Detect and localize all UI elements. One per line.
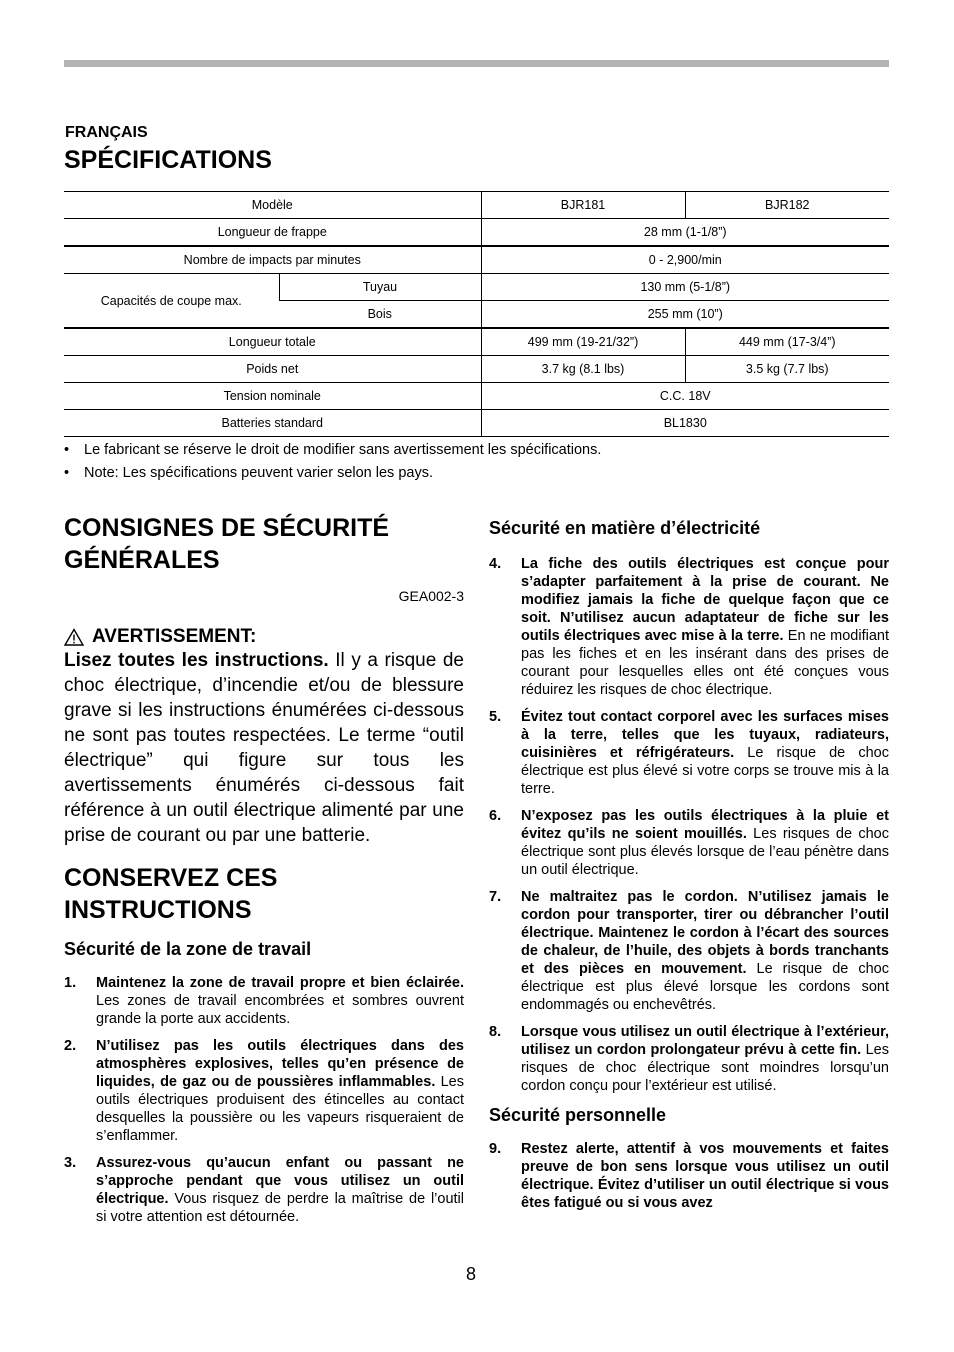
item-text: Vous risquez de perdre la maîtrise de l’outil si votre attention est détournée.	[96, 1191, 464, 1225]
item-text: Les outils électriques produisent des étincelles au contact desquelles la poussière ou les vapeurs risqueraient de s’enflammer.	[96, 1074, 464, 1144]
title-line: GÉNÉRALES	[64, 546, 220, 574]
item-bold: Maintenez la zone de travail propre et bien éclairée.	[96, 975, 464, 991]
battery-value: BL1830	[481, 410, 889, 437]
stroke-label: Longueur de frappe	[64, 219, 481, 247]
length-value: 449 mm (17-3/4”)	[685, 328, 889, 356]
title-line: INSTRUCTIONS	[64, 896, 252, 924]
voltage-label: Tension nominale	[64, 383, 481, 410]
warning-label: AVERTISSEMENT:	[92, 626, 257, 647]
item-bold: N’exposez pas les outils électriques à la pluie et évitez qu’ils ne soient mouillés.	[521, 808, 889, 842]
list-item	[489, 888, 889, 1014]
voltage-value: C.C. 18V	[481, 383, 889, 410]
list-item	[489, 807, 889, 879]
item-bold: La fiche des outils électriques est conçue pour s’adapter parfaitement à la prise de courant. Ne modifiez jamais la fiche de quelque façon que ce soit. N’utilisez aucun adaptateur de fiche sur les outils électriques avec mise à la terre.	[521, 556, 889, 644]
work-area-list	[64, 974, 464, 1226]
table-row	[64, 246, 889, 274]
item-bold: Assurez-vous qu’aucun enfant ou passant ne s’approche pendant que vous utilisez un outil électrique.	[96, 1155, 464, 1207]
model-cell: BJR181	[481, 192, 685, 219]
item-number: 2.	[64, 1038, 77, 1054]
list-item	[489, 1023, 889, 1095]
title-line: CONSERVEZ CES	[64, 864, 278, 892]
item-text: Le risque de choc électrique est plus élevé si votre corps se trouve mis à la terre.	[521, 745, 889, 797]
table-row	[64, 192, 889, 219]
list-item	[489, 1140, 889, 1212]
weight-value: 3.5 kg (7.7 lbs)	[685, 356, 889, 383]
warning-heading	[64, 626, 464, 648]
list-item	[489, 555, 889, 699]
item-bold: Restez alerte, attentif à vos mouvements et faites preuve de bon sens lorsque vous utilisez un outil électrique. Évitez d’utiliser un outil électrique si vous êtes fatigué ou si vous avez	[521, 1141, 889, 1211]
table-row	[64, 383, 889, 410]
item-number: 1.	[64, 975, 77, 991]
weight-label: Poids net	[64, 356, 481, 383]
warning-text	[64, 648, 464, 848]
table-row	[64, 328, 889, 356]
wood-value: 255 mm (10”)	[481, 301, 889, 329]
model-cell: BJR182	[685, 192, 889, 219]
pipe-value: 130 mm (5-1/8”)	[481, 274, 889, 301]
list-item	[64, 1154, 464, 1226]
left-column	[64, 512, 464, 1235]
doc-code: GEA002-3	[398, 588, 464, 604]
personal-safety-title: Sécurité personnelle	[489, 1105, 667, 1125]
language-label: FRANÇAIS	[65, 124, 148, 141]
length-label: Longueur totale	[64, 328, 481, 356]
item-bold: N’utilisez pas les outils électriques dans des atmosphères explosives, telles qu’en présence de liquides, de gaz ou de poussières inflammables.	[96, 1038, 464, 1090]
item-text: Le risque de choc électrique est plus élevé lorsque les cordons sont endommagés ou enchevêtrés.	[521, 961, 889, 1013]
item-number: 8.	[489, 1024, 502, 1040]
item-number: 7.	[489, 889, 502, 905]
spec-notes	[64, 441, 889, 487]
impacts-value: 0 - 2,900/min	[481, 246, 889, 274]
item-bold: Lorsque vous utilisez un outil électrique à l’extérieur, utilisez un cordon prolongateur prévu à cette fin.	[521, 1024, 889, 1058]
item-number: 5.	[489, 709, 502, 725]
keep-instructions-title	[64, 862, 464, 926]
table-row	[64, 274, 889, 301]
table-row	[64, 410, 889, 437]
top-rule	[64, 60, 889, 67]
list-item	[489, 708, 889, 798]
item-bold: Ne maltraitez pas le cordon. N’utilisez jamais le cordon pour transporter, tirer ou débrancher l’outil électrique. Maintenez le cordon à l’écart des sources de chaleur, de l’huile, des objets à bords tranchants et des pièces en mouvement.	[521, 889, 889, 977]
page-title: SPÉCIFICATIONS	[64, 146, 272, 174]
warning-bold: Lisez toutes les instructions.	[64, 650, 329, 671]
item-number: 9.	[489, 1141, 502, 1157]
work-area-title: Sécurité de la zone de travail	[64, 939, 312, 959]
item-number: 4.	[489, 556, 502, 572]
model-label: Modèle	[64, 192, 481, 219]
item-number: 6.	[489, 808, 502, 824]
battery-label: Batteries standard	[64, 410, 481, 437]
pipe-label: Tuyau	[279, 274, 481, 301]
list-item: • Note: Les spécifications peuvent varier selon les pays.	[64, 464, 889, 482]
personal-safety-list	[489, 1140, 889, 1212]
weight-value: 3.7 kg (8.1 lbs)	[481, 356, 685, 383]
item-bold: Évitez tout contact corporel avec les surfaces mises à la terre, telles que les tuyaux, radiateurs, cuisinières et réfrigérateurs.	[521, 709, 889, 761]
right-column	[489, 517, 889, 1221]
item-text: Les zones de travail encombrées et sombres ouvrent grande la porte aux accidents.	[96, 993, 464, 1027]
length-value: 499 mm (19-21/32”)	[481, 328, 685, 356]
item-text: En ne modifiant pas les fiches et en les insérant dans des prises de courant pour lesquelles elles ont été conçues vous réduirez les risques de choc électrique.	[521, 628, 889, 698]
impacts-label: Nombre de impacts par minutes	[64, 246, 481, 274]
item-number: 3.	[64, 1155, 77, 1171]
list-item	[64, 974, 464, 1028]
capacity-label: Capacités de coupe max.	[64, 274, 279, 329]
title-line: CONSIGNES DE SÉCURITÉ	[64, 514, 390, 542]
warning-triangle-icon	[64, 628, 84, 646]
table-row	[64, 356, 889, 383]
electric-safety-title: Sécurité en matière d’électricité	[489, 518, 761, 538]
general-safety-title	[64, 512, 464, 576]
wood-label: Bois	[279, 301, 481, 329]
table-row	[64, 219, 889, 247]
item-text: Les risques de choc électrique sont plus élevés lorsque de l’eau pénètre dans un outil électrique.	[521, 826, 889, 878]
electric-safety-list	[489, 555, 889, 1095]
warning-body: Il y a risque de choc électrique, d’incendie et/ou de blessure grave si les instructions énumérées ci-dessous ne sont pas toutes respectées. Le terme “outil électrique” qui figure sur tous les avertissements énumérés ci-dessous fait référence à un outil électrique alimenté par une prise de courant ou par une batterie.	[64, 650, 464, 846]
spec-table	[64, 191, 889, 437]
stroke-value: 28 mm (1-1/8”)	[481, 219, 889, 247]
page-number: 8	[466, 1264, 477, 1284]
item-text: Les risques de choc électrique sont moindres lorsqu’un cordon conçu pour l’extérieur est utilisé.	[521, 1042, 889, 1094]
list-item: • Le fabricant se réserve le droit de modifier sans avertissement les spécifications.	[64, 441, 889, 459]
list-item	[64, 1037, 464, 1145]
